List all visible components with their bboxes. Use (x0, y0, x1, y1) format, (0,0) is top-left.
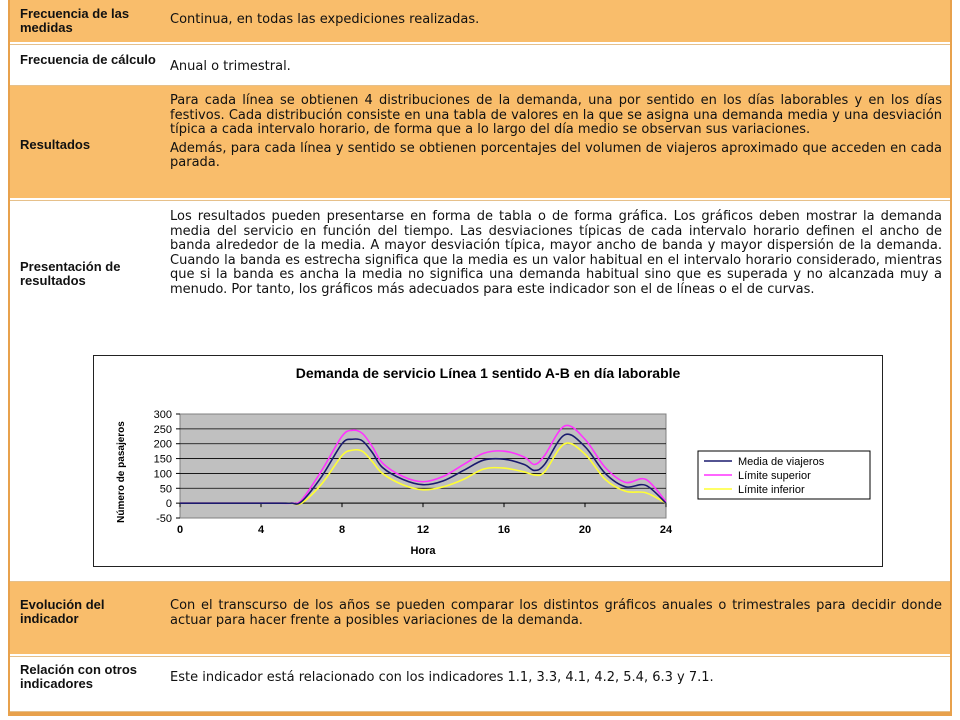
demand-chart (93, 355, 883, 567)
x-tick-label: 16 (497, 524, 511, 536)
x-axis-label: Hora (410, 545, 436, 557)
y-tick-label: 0 (165, 498, 172, 511)
legend-label: Media de viajeros (738, 456, 825, 468)
chart-title: Demanda de servicio Línea 1 sentido A-B en día laborable (295, 365, 681, 381)
chart-svg (94, 356, 882, 566)
x-tick-label: 20 (578, 524, 592, 536)
x-tick-label: 24 (659, 524, 673, 536)
paragraph: Además, para cada línea y sentido se obtienen porcentajes del volumen de viajeros aproximado que acceden en cada parada. (170, 140, 942, 170)
row-frecuencia-medidas (10, 0, 950, 44)
row-label: Evolución del indicador (20, 597, 105, 626)
row-frecuencia-calculo (10, 44, 950, 86)
row-text: Con el transcurso de los años se pueden comparar los distintos gráficos anuales o trimestrales para decidir donde actuar para hacer frente a posibles variaciones de la demanda. (170, 598, 942, 628)
y-tick-label: 50 (159, 483, 172, 496)
x-tick-label: 12 (416, 524, 430, 536)
x-tick-label: 4 (257, 524, 265, 536)
y-tick-label: -50 (156, 513, 172, 525)
row-label: Resultados (20, 137, 91, 152)
y-tick-label: 250 (153, 423, 172, 436)
bottom-border (10, 712, 950, 716)
y-axis-label: Número de pasajeros (116, 421, 127, 523)
legend-label: Límite inferior (738, 484, 805, 496)
y-tick-label: 300 (153, 409, 172, 421)
row-evolucion (10, 582, 950, 656)
y-tick-label: 150 (153, 453, 172, 466)
y-tick-label: 200 (153, 438, 172, 451)
row-label: Frecuencia de cálculo (20, 52, 156, 67)
row-text: Continua, en todas las expediciones realizadas. (170, 12, 480, 27)
x-tick-label: 0 (176, 524, 184, 536)
row-label: Relación con otros indicadores (20, 662, 138, 691)
x-tick-label: 8 (338, 524, 346, 536)
legend-label: Límite superior (738, 470, 811, 482)
row-text: Este indicador está relacionado con los indicadores 1.1, 3.3, 4.1, 4.2, 5.4, 6.3 y 7.1. (170, 670, 714, 685)
row-text: Anual o trimestral. (170, 59, 291, 74)
paragraph: Para cada línea se obtienen 4 distribuciones de la demanda, una por sentido en los días laborables y en los días festivos. Cada distribución consiste en una tabla de valores en la que se asigna una demanda media y una desviación típica a cada intervalo horario, de forma que a lo largo del día medio se observan sus variaciones. (170, 93, 942, 137)
row-text: Los resultados pueden presentarse en forma de tabla o de forma gráfica. Los gráficos deben mostrar la demanda media del servicio en función del tiempo. Las desviaciones típicas de cada intervalo horario definen el ancho de banda alrededor de la media. A mayor desviación típica, mayor ancho de banda y mayor dispersión de la demanda. Cuando la banda es estrecha significa que la media es un valor habitual en el intervalo horario considerado, mientras que si la banda es ancha la media no significa una demanda habitual sino que es superada y no alcanzada muy a menudo. Por tanto, los gráficos más adecuados para este indicador son el de líneas o el de curvas. (170, 209, 942, 297)
row-label: Frecuencia de las medidas (20, 6, 130, 35)
indicator-sheet (8, 0, 952, 716)
y-tick-label: 100 (153, 468, 172, 481)
row-resultados (10, 86, 950, 200)
row-label: Presentación de resultados (20, 259, 121, 288)
row-relacion (10, 656, 950, 712)
row-text (170, 94, 942, 171)
